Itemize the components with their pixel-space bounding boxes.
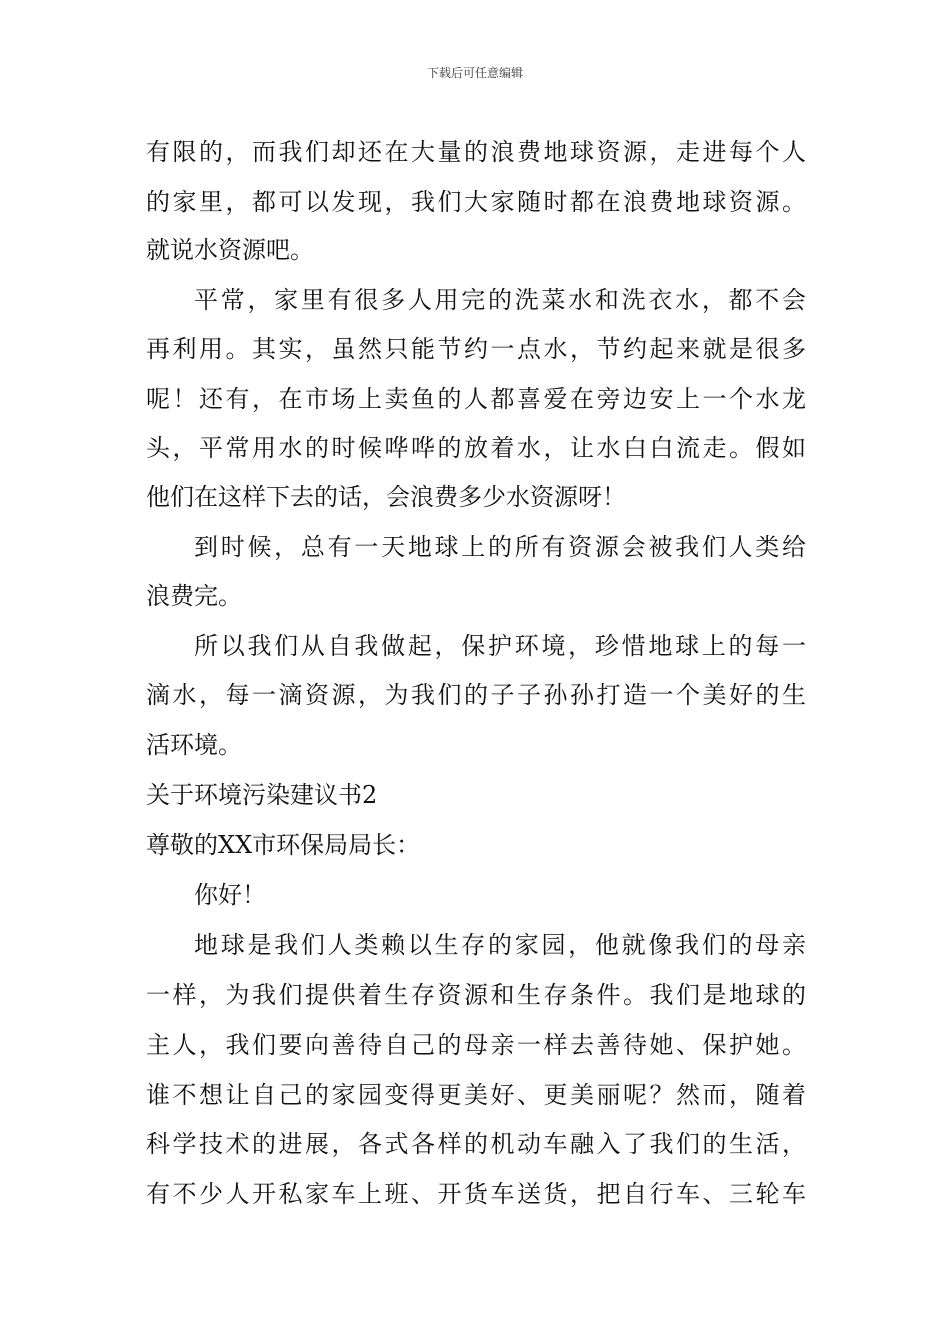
text-line: 头，平常用水的时候哗哗的放着水，让水白白流走。假如 xyxy=(146,434,806,462)
text-line: 的家里，都可以发现，我们大家随时都在浪费地球资源。 xyxy=(146,188,806,216)
text-line: 一样，为我们提供着生存资源和生存条件。我们是地球的 xyxy=(146,981,806,1009)
paragraph-first-line: 到时候，总有一天地球上的所有资源会被我们人类给 xyxy=(194,533,806,561)
salutation: 尊敬的XX市环保局局长： xyxy=(146,831,421,859)
text-line: 再利用。其实，虽然只能节约一点水，节约起来就是很多 xyxy=(146,335,806,363)
text-line: 他们在这样下去的话，会浪费多少水资源呀！ xyxy=(146,483,626,511)
page-header: 下载后可任意编辑 xyxy=(426,66,523,80)
text-line: 主人，我们要向善待自己的母亲一样去善待她、保护她。 xyxy=(146,1031,806,1059)
text-line: 滴水，每一滴资源，为我们的子子孙孙打造一个美好的生 xyxy=(146,681,806,709)
text-line: 活环境。 xyxy=(146,731,242,759)
greeting: 你好！ xyxy=(194,881,266,909)
text-line: 就说水资源吧。 xyxy=(146,236,314,264)
text-line: 有不少人开私家车上班、开货车送货，把自行车、三轮车 xyxy=(146,1180,806,1208)
paragraph-first-line: 地球是我们人类赖以生存的家园，他就像我们的母亲 xyxy=(194,931,806,959)
text-line: 有限的，而我们却还在大量的浪费地球资源，走进每个人 xyxy=(146,138,806,166)
text-line: 呢！还有，在市场上卖鱼的人都喜爱在旁边安上一个水龙 xyxy=(146,385,806,413)
paragraph-first-line: 平常，家里有很多人用完的洗菜水和洗衣水，都不会 xyxy=(194,286,806,314)
paragraph-first-line: 所以我们从自我做起，保护环境，珍惜地球上的每一 xyxy=(194,632,806,660)
text-line: 浪费完。 xyxy=(146,582,242,610)
section-title: 关于环境污染建议书2 xyxy=(146,781,378,809)
text-line: 科学技术的进展，各式各样的机动车融入了我们的生活， xyxy=(146,1130,806,1158)
text-line: 谁不想让自己的家园变得更美好、更美丽呢？然而，随着 xyxy=(146,1081,806,1109)
